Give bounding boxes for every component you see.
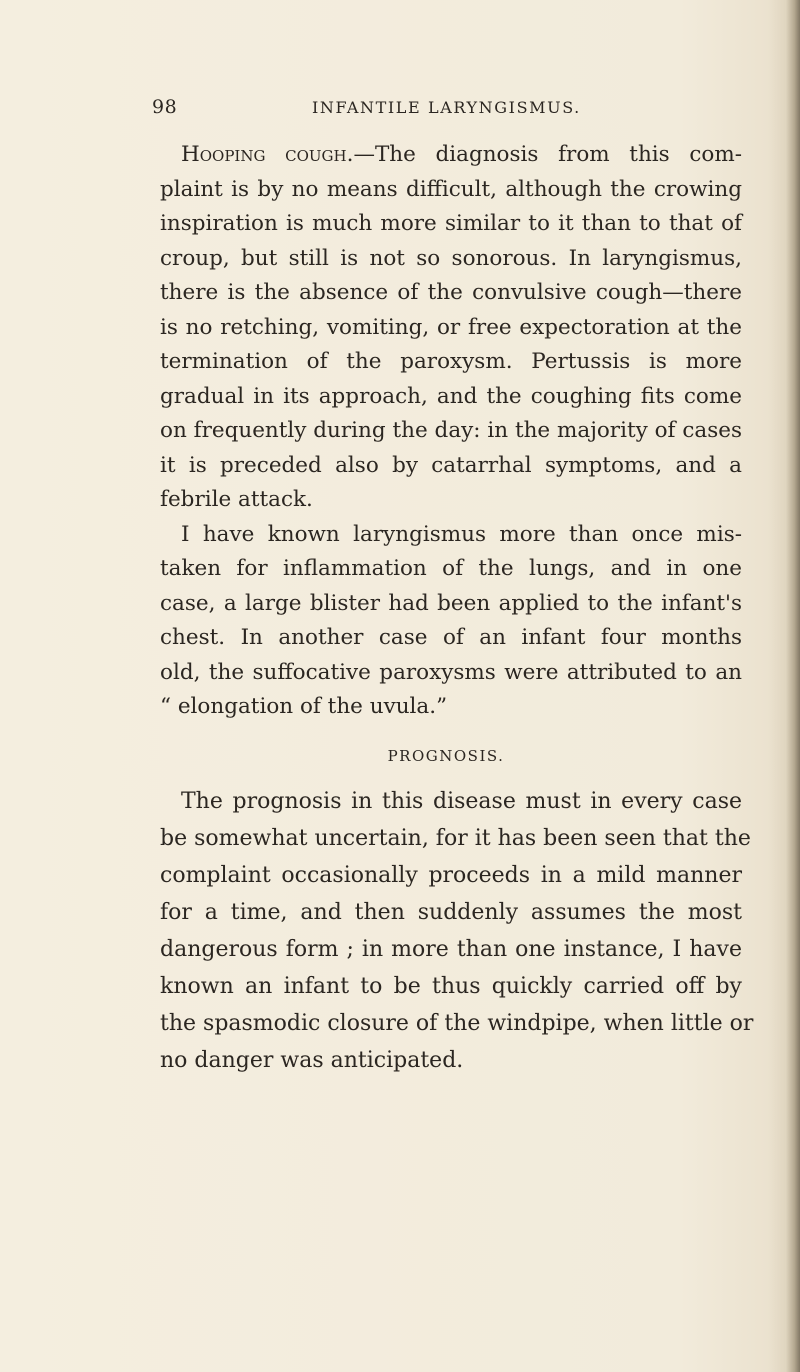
text-line: plaint is by no means difficult, although the crowing bbox=[160, 176, 742, 202]
text-line: is no retching, vomiting, or free expectoration at the bbox=[160, 314, 742, 340]
text-line: there is the absence of the convulsive cough—there bbox=[160, 280, 742, 305]
body-text bbox=[160, 138, 754, 1079]
text-line: on frequently during the day: in the majority of cases bbox=[160, 418, 742, 443]
section-heading: PROGNOSIS. bbox=[387, 746, 505, 765]
paragraph-prognosis bbox=[160, 783, 754, 1079]
text-line: dangerous form ; in more than one instance, I have bbox=[160, 936, 742, 962]
text-line: I have known laryngismus more than once mis- bbox=[181, 521, 742, 547]
text-line: old, the suffocative paroxysms were attributed to an bbox=[160, 659, 742, 685]
paragraph-hooping-cough bbox=[160, 138, 742, 518]
text-line: known an infant to be thus quickly carried off by bbox=[160, 973, 742, 999]
paragraph-lead: Hooping cough. bbox=[181, 142, 354, 167]
text-line: no danger was anticipated. bbox=[160, 1047, 464, 1073]
text-line: the spasmodic closure of the windpipe, when little or bbox=[160, 1010, 754, 1036]
page-edge-shadow bbox=[786, 0, 800, 1372]
page-header bbox=[152, 96, 752, 126]
text-line: case, a large blister had been applied to the infant's bbox=[160, 590, 742, 616]
text-line-content: —The diagnosis from this com- bbox=[353, 142, 742, 167]
text-line: be somewhat uncertain, for it has been seen that the bbox=[160, 825, 751, 851]
text-line: it is preceded also by catarrhal symptoms, and a bbox=[160, 452, 742, 478]
running-title: INFANTILE LARYNGISMUS. bbox=[312, 98, 581, 117]
text-line: inspiration is much more similar to it than to that of bbox=[160, 211, 742, 236]
text-line: croup, but still is not so sonorous. In laryngismus, bbox=[160, 245, 742, 271]
text-line: The prognosis in this disease must in every case bbox=[181, 788, 742, 814]
text-line: for a time, and then suddenly assumes the most bbox=[160, 899, 742, 925]
text-line: febrile attack. bbox=[160, 487, 313, 512]
text-line bbox=[160, 138, 742, 173]
text-line: “ elongation of the uvula.” bbox=[160, 694, 448, 719]
text-line: taken for inflammation of the lungs, and in one bbox=[160, 556, 742, 581]
text-line: gradual in its approach, and the coughing fits come bbox=[160, 383, 742, 409]
paragraph-laryngismus-mistaken bbox=[160, 518, 742, 725]
page-number: 98 bbox=[152, 96, 178, 118]
text-line: chest. In another case of an infant four months bbox=[160, 625, 742, 650]
text-line: complaint occasionally proceeds in a mild manner bbox=[160, 862, 742, 888]
text-line: termination of the paroxysm. Pertussis is more bbox=[160, 349, 742, 374]
